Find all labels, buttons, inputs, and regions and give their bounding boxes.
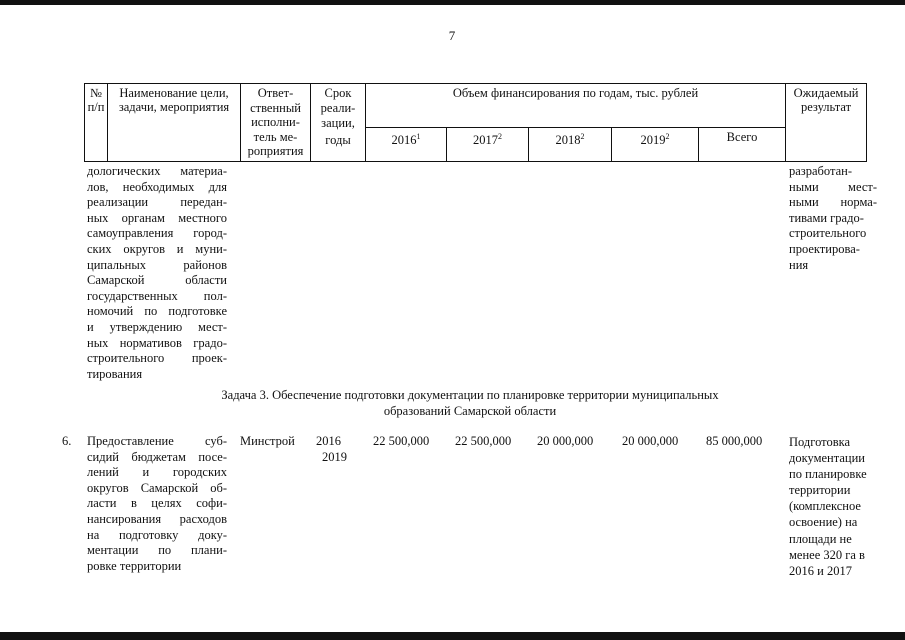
row6-value-2018: 20 000,000 [537,434,594,448]
text-line: ния [789,257,809,272]
header-col-number [84,83,108,162]
header-year-2018 [528,127,612,162]
header-col-term-line: Срок [324,86,352,100]
header-year-2017 [446,127,529,162]
header-col-funding-title: Объем финансирования по годам, тыс. рублей [452,86,699,100]
text-line: проектирова- [789,241,860,256]
text-line: ментации по плани- [87,543,227,558]
header-col-term-line: реали- [320,101,356,115]
header-col-result-line: Ожидаемый [793,86,859,100]
text-line: разработан- [789,164,852,178]
row6-value-2016: 22 500,000 [373,434,430,448]
text-line: ными мест- [789,179,877,194]
row6-name [87,434,227,574]
header-col-result [785,83,867,162]
text-line: тивами градо- [789,210,864,225]
continued-row-result [789,164,877,273]
text-line: по планировке [789,467,867,482]
text-line: округов Самарской об- [87,480,227,495]
header-year-2019 [611,127,699,162]
text-line: и утверждению мест- [87,319,227,334]
text-line: территории [789,483,851,498]
header-year-label: 2018$^2$ [555,132,585,148]
header-col-responsible-line: роприятия [247,144,304,158]
header-col-result-line: результат [800,100,852,114]
page-number: 7 [448,28,456,43]
row6-value-2017: 22 500,000 [455,434,512,448]
text-line: реализации передан- [87,195,227,210]
text-line: номочий по подготовке [87,304,227,319]
header-col-responsible-line: исполни- [251,115,300,129]
header-col-number-line: п/п [87,100,105,114]
row6-value-total: 85 000,000 [706,434,763,448]
row6-responsible: Минстрой [240,434,295,448]
text-line: лов, необходимых для [87,179,227,194]
row6-term-end: 2019 [322,450,347,464]
continued-row-name [87,164,227,382]
header-col-responsible-line: тель ме- [253,129,298,144]
text-line: 2016 и 2017 [789,563,852,578]
text-line: тирования [87,366,143,381]
text-line: Самарской области [87,273,227,288]
header-year-label: 2017$^2$ [473,132,502,148]
text-line: строительного проек- [87,351,227,366]
text-line: дологических материа- [87,164,227,178]
text-line: ными норма- [789,195,877,210]
task-heading-line: Задача 3. Обеспечение подготовки документации по планировке территории муниципальных [221,388,719,402]
header-col-term-line: зации, [321,116,355,130]
header-year-label: 2019$^2$ [640,132,670,148]
text-line: Подготовка [789,435,851,449]
text-line: ровке территории [87,558,182,573]
header-total-label: Всего [726,130,758,144]
header-year-label: 2016$^1$ [391,132,421,148]
header-col-responsible-line: Ответ- [257,86,294,100]
text-line: ласти в целях софи- [87,496,227,511]
text-line: нансирования расходов [87,511,227,526]
row6-result [789,434,881,579]
header-col-name-line: задачи, мероприятия [118,100,230,114]
header-col-term [310,83,366,162]
text-line: ских округов и муни- [87,241,227,256]
text-line: менее 320 га в [789,547,865,562]
text-line: ных нормативов градо- [87,335,227,350]
text-line: на подготовку доку- [87,527,227,542]
text-line: ципальных районов [87,257,227,272]
text-line: сидий бюджетам посе- [87,449,227,464]
header-col-number-line: № [90,86,102,100]
header-col-funding [365,83,786,128]
row6-number: 6. [62,434,72,448]
top-border [0,0,905,5]
header-year-2016 [365,127,447,162]
text-line: строительного [789,226,867,241]
text-line: документации [789,451,865,466]
header-total [698,127,786,162]
task-heading-line: образований Самарской области [383,404,557,418]
row6-value-2019: 20 000,000 [622,434,679,448]
header-col-responsible [240,83,311,162]
text-line: ных органам местного [87,210,227,225]
text-line: (комплексное [789,499,861,514]
bottom-border [0,632,905,640]
text-line: площади не [789,531,852,546]
header-col-name-line: Наименование цели, [119,86,229,100]
header-col-term-line: годы [325,133,351,147]
row6-term-start: 2016 [316,434,341,448]
task-heading [150,387,790,419]
text-line: освоение) на [789,515,858,530]
header-col-name [107,83,241,162]
text-line: Предоставление суб- [87,434,227,448]
text-line: самоуправления город- [87,226,227,241]
text-line: государственных пол- [87,288,227,303]
header-col-responsible-line: ственный [250,100,301,115]
text-line: лений и городских [87,465,227,480]
